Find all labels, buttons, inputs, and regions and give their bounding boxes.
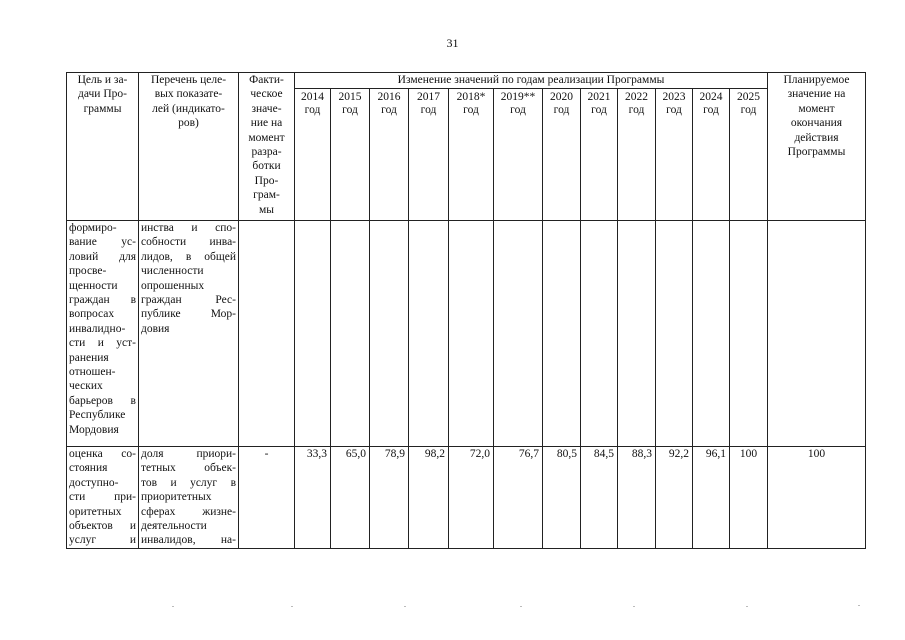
value-2020: 80,5	[543, 447, 581, 549]
year-2018: 2018* год	[449, 89, 494, 221]
header-actual-value: Факти- ческое значе- ние на момент разра- ботки Про- грам- мы	[239, 73, 295, 221]
scan-noise	[0, 598, 905, 618]
row1-cell	[494, 221, 543, 447]
value-2018: 72,0	[449, 447, 494, 549]
value-2017: 98,2	[409, 447, 449, 549]
value-2014: 33,3	[295, 447, 331, 549]
row1-actual	[239, 221, 295, 447]
header-indicators: Перечень целе- вых показате- лей (индикато- ров)	[139, 73, 239, 221]
year-2023: 2023 год	[656, 89, 693, 221]
value-2021: 84,5	[581, 447, 618, 549]
header-row-1	[67, 73, 866, 89]
value-2024: 96,1	[693, 447, 730, 549]
row2-actual: -	[239, 447, 295, 549]
scan-dot	[520, 606, 522, 607]
scan-dot	[633, 606, 635, 607]
year-2017: 2017 год	[409, 89, 449, 221]
row1-goal: формиро- вание ус- ловий для просве- щенности граждан в вопросах инвалидно- сти и уст- ранения отношен- ческих барьеров в Республике Мордовия	[67, 221, 139, 447]
year-2025: 2025 год	[730, 89, 768, 221]
row1-cell	[693, 221, 730, 447]
year-2020: 2020 год	[543, 89, 581, 221]
row1-cell	[656, 221, 693, 447]
table-row-2	[67, 447, 866, 549]
row1-cell	[295, 221, 331, 447]
year-2022: 2022 год	[618, 89, 656, 221]
row1-cell	[449, 221, 494, 447]
year-2016: 2016 год	[370, 89, 409, 221]
row1-cell	[543, 221, 581, 447]
row1-cell	[581, 221, 618, 447]
value-2025: 100	[730, 447, 768, 549]
row2-planned: 100	[768, 447, 866, 549]
row1-planned	[768, 221, 866, 447]
row1-cell	[730, 221, 768, 447]
value-2016: 78,9	[370, 447, 409, 549]
value-2023: 92,2	[656, 447, 693, 549]
row2-goal: оценка со- стояния доступно- сти при- оритетных объектов и услуг и	[67, 447, 139, 549]
scan-dot	[172, 606, 174, 607]
year-2019: 2019** год	[494, 89, 543, 221]
value-2019: 76,7	[494, 447, 543, 549]
row1-cell	[409, 221, 449, 447]
page-number: 31	[446, 36, 459, 50]
year-2015: 2015 год	[331, 89, 370, 221]
value-2022: 88,3	[618, 447, 656, 549]
header-years-title: Изменение значений по годам реализации Программы	[295, 73, 768, 89]
row1-cell	[618, 221, 656, 447]
program-indicators-table	[66, 72, 866, 549]
scan-dot	[404, 606, 406, 607]
table-row-1	[67, 221, 866, 447]
row1-cell	[331, 221, 370, 447]
scan-dot	[291, 606, 293, 607]
row2-indicator: доля приори- тетных объек- тов и услуг в приоритетных сферах жизне- деятельности инвалидов, на-	[139, 447, 239, 549]
row1-cell	[370, 221, 409, 447]
row1-indicator: инства и спо- собности инва- лидов, в общей численности опрошенных граждан Рес- публике Мор- довия	[139, 221, 239, 447]
year-2021: 2021 год	[581, 89, 618, 221]
year-2014: 2014 год	[295, 89, 331, 221]
year-2024: 2024 год	[693, 89, 730, 221]
header-goal: Цель и за- дачи Про- граммы	[67, 73, 139, 221]
scan-dot	[746, 606, 748, 607]
value-2015: 65,0	[331, 447, 370, 549]
scan-dot	[858, 605, 860, 606]
header-planned-value: Планируемое значение на момент окончания действия Программы	[768, 73, 866, 221]
